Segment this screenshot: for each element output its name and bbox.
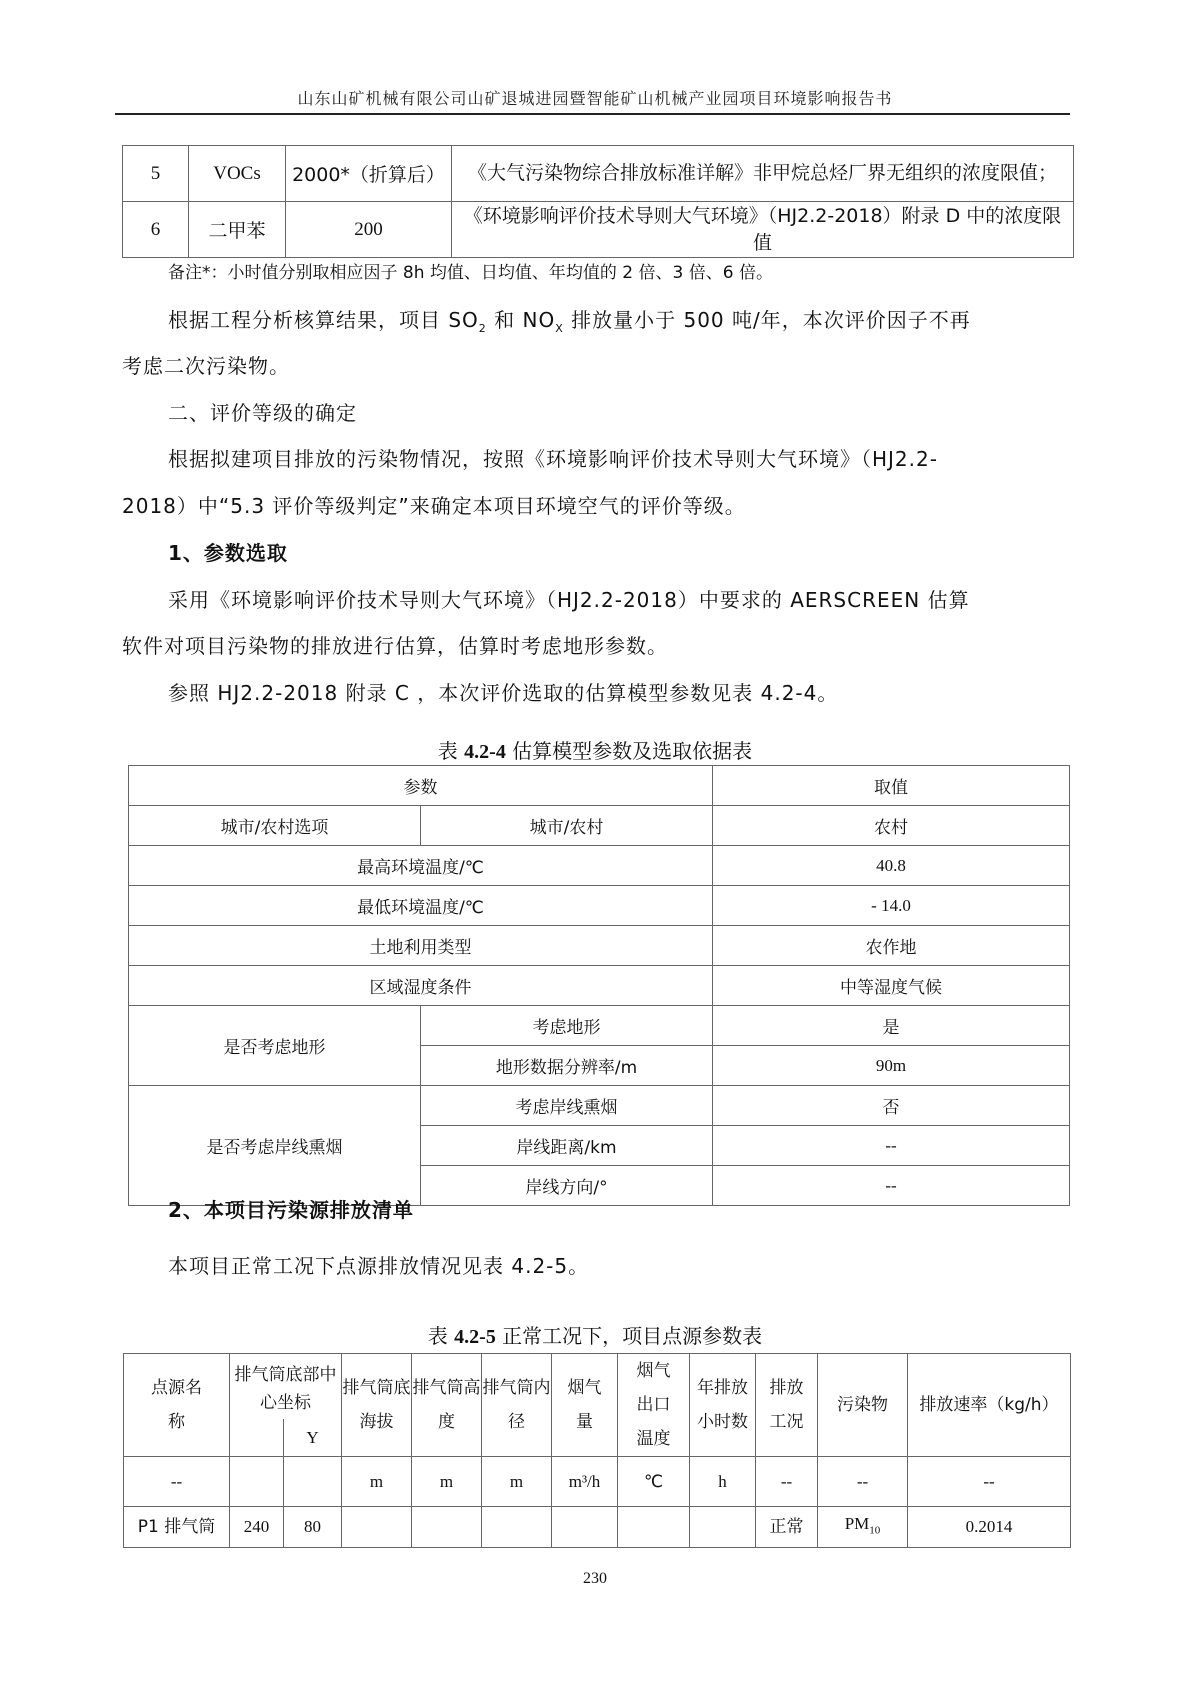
table-row [129,966,1070,1006]
header-divider [115,113,1070,115]
section-heading: 二、评价等级的确定 [168,401,357,425]
table-caption: 表 4.2-5 正常工况下，项目点源参数表 [427,1324,763,1348]
table-row [129,926,1070,966]
subsection-heading: 2、本项目污染源排放清单 [168,1198,414,1222]
param-cell: 最高环境温度/℃ [129,846,713,886]
param-cell: 是否考虑地形 [129,1006,421,1086]
value-cell: 农村 [713,806,1070,846]
paragraph-secondary-pollutants: 根据工程分析核算结果，项目 $SO_2$ 和 $NO_X$ 排放量小于 500 吨/年，本次评价因子不再 [168,308,971,335]
subsection-heading: 1、参数选取 [168,541,288,565]
value-cell: 是 [713,1006,1070,1046]
table-note: 备注*：小时值分别取相应因子 8h 均值、日均值、年均值的 2 倍、3 倍、6 倍。 [168,263,773,283]
table-row [123,202,1074,258]
coord-y-header: Y [284,1419,342,1456]
table-caption: 表 4.2-4 估算模型参数及选取依据表 [437,739,753,763]
unit-cell: m [482,1457,552,1507]
unit-cell: h [690,1457,756,1507]
table-header-row [124,1354,1071,1420]
table-row [129,846,1070,886]
standards-table-continued [122,145,1074,258]
header-cell: 烟气量 [552,1354,618,1457]
paragraph-line: 参照 HJ2.2-2018 附录 C ，本次评价选取的估算模型参数见表 4.2-4。 [168,681,839,705]
value-cell: -- [713,1126,1070,1166]
unit-cell [230,1457,284,1507]
factor-cell: 二甲苯 [189,202,286,258]
table-row [129,886,1070,926]
flow-cell [552,1507,618,1548]
table-row [129,1086,1070,1126]
header-cell: 取值 [713,766,1070,806]
document-header-title: 山东山矿机械有限公司山矿退城进园暨智能矿山机械产业园项目环境影响报告书 [297,89,893,108]
value-cell: 否 [713,1086,1070,1126]
unit-cell: m [342,1457,412,1507]
value-cell: 2000*（折算后） [286,146,452,202]
table-header-row [129,766,1070,806]
coord-x-cell: 240 [230,1507,284,1548]
elevation-cell [342,1507,412,1548]
header-cell: 排放速率（kg/h） [908,1354,1071,1457]
unit-cell: m [412,1457,482,1507]
unit-cell [284,1457,342,1507]
temp-cell [618,1507,690,1548]
coord-y-cell: 80 [284,1507,342,1548]
value-cell: - 14.0 [713,886,1070,926]
table-row [129,806,1070,846]
unit-cell: m³/h [552,1457,618,1507]
paragraph-line: 采用《环境影响评价技术导则大气环境》（HJ2.2-2018）中要求的 AERSCREEN 估算 [168,588,970,612]
pollutant-cell: $PM_{10}$ [818,1507,908,1548]
header-cell: 点源名称 [124,1354,230,1457]
diameter-cell [482,1507,552,1548]
table-row [124,1507,1071,1548]
param-cell: 城市/农村选项 [129,806,421,846]
header-cell: 参数 [129,766,713,806]
model-parameters-table [128,765,1070,1206]
param-cell: 土地利用类型 [129,926,713,966]
coord-x-header [230,1419,284,1456]
unit-cell: -- [756,1457,818,1507]
point-source-table [123,1353,1071,1548]
subparam-cell: 岸线距离/km [421,1126,713,1166]
header-cell: 排气筒高度 [412,1354,482,1457]
header-cell: 年排放小时数 [690,1354,756,1457]
paragraph-line: 本项目正常工况下点源排放情况见表 4.2-5。 [168,1254,590,1278]
value-cell: 90m [713,1046,1070,1086]
header-cell: 排放工况 [756,1354,818,1457]
param-cell: 区域湿度条件 [129,966,713,1006]
param-cell: 最低环境温度/℃ [129,886,713,926]
header-cell: 排气筒底海拔 [342,1354,412,1457]
factor-cell: VOCs [189,146,286,202]
table-row [123,146,1074,202]
height-cell [412,1507,482,1548]
subparam-cell: 考虑地形 [421,1006,713,1046]
value-cell: -- [713,1166,1070,1206]
page-number: 230 [583,1570,607,1587]
paragraph-line: 考虑二次污染物。 [122,354,290,378]
header-cell: 烟气出口温度 [618,1354,690,1457]
paragraph-line: 根据拟建项目排放的污染物情况，按照《环境影响评价技术导则大气环境》（HJ2.2- [168,447,938,471]
row-number: 6 [123,202,189,258]
header-cell: 污染物 [818,1354,908,1457]
subparam-cell: 岸线方向/° [421,1166,713,1206]
unit-cell: -- [818,1457,908,1507]
paragraph-line: 2018）中“5.3 评价等级判定”来确定本项目环境空气的评价等级。 [122,494,746,518]
source-name-cell: P1 排气筒 [124,1507,230,1548]
condition-cell: 正常 [756,1507,818,1548]
value-cell: 中等湿度气候 [713,966,1070,1006]
param-cell: 是否考虑岸线熏烟 [129,1086,421,1206]
basis-cell: 《环境影响评价技术导则大气环境》（HJ2.2-2018）附录 D 中的浓度限值 [452,202,1074,258]
subparam-cell: 城市/农村 [421,806,713,846]
table-row [129,1006,1070,1046]
paragraph-line: 软件对项目污染物的排放进行估算，估算时考虑地形参数。 [122,634,668,658]
header-cell: 排气筒底部中心坐标 [230,1354,342,1420]
units-row [124,1457,1071,1507]
value-cell: 农作地 [713,926,1070,966]
unit-cell: -- [124,1457,230,1507]
unit-cell: ℃ [618,1457,690,1507]
value-cell: 40.8 [713,846,1070,886]
header-cell: 排气筒内径 [482,1354,552,1457]
row-number: 5 [123,146,189,202]
hours-cell [690,1507,756,1548]
rate-cell: 0.2014 [908,1507,1071,1548]
subparam-cell: 地形数据分辨率/m [421,1046,713,1086]
basis-cell: 《大气污染物综合排放标准详解》非甲烷总烃厂界无组织的浓度限值； [452,146,1074,202]
value-cell: 200 [286,202,452,258]
unit-cell: -- [908,1457,1071,1507]
subparam-cell: 考虑岸线熏烟 [421,1086,713,1126]
